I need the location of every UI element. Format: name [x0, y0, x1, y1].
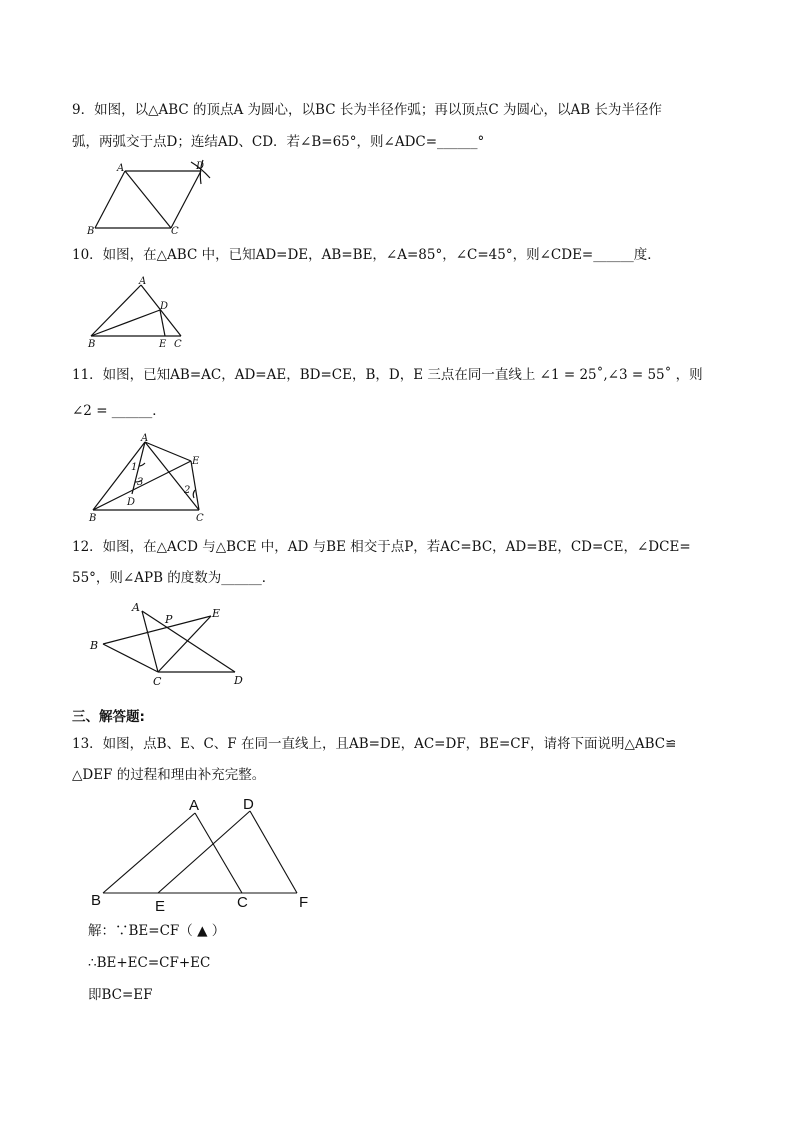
q13-figure	[85, 793, 325, 913]
q12-label-P: P	[165, 613, 173, 626]
q11-seg-AB	[93, 442, 145, 510]
q10-seg-BD	[91, 310, 160, 336]
q13-seg-AB	[103, 813, 195, 893]
q13-seg-DF	[250, 811, 297, 893]
q13-solution-line3: 即BC=EF	[88, 987, 153, 1003]
q13-solution-line2: ∴BE+EC=CF+EC	[88, 955, 211, 971]
q13-label-D: D	[243, 796, 254, 813]
q11-label-1: 1	[131, 462, 138, 473]
q12-label-B: B	[90, 639, 99, 652]
q9-text-line1: 9．如图，以△ABC 的顶点A 为圆心，以BC 长为半径作弧；再以顶点C 为圆心，以AB 长为半径作	[72, 102, 662, 118]
q13-label-A: A	[189, 797, 200, 814]
q13-solution-line1: 解：∵BE=CF（ ▲ ）	[88, 923, 226, 939]
q9-seg-CD	[171, 171, 201, 228]
q11-label-3: 3	[137, 477, 144, 488]
q13-label-F: F	[299, 894, 309, 911]
q11-text-line1: 11．如图，已知AB=AC，AD=AE，BD=CE，B，D，E 三点在同一直线上 ∠1 = 25˚,∠3 = 55˚ ，则	[72, 367, 703, 383]
q13-label-B: B	[91, 892, 102, 909]
q9-figure	[85, 158, 215, 238]
q10-label-E: E	[159, 339, 167, 350]
q11-text-line2: ∠2 = ______．	[72, 403, 166, 419]
q9-seg-AC	[125, 171, 171, 228]
q9-text-line2: 弧，两弧交于点D；连结AD、CD．若∠B=65°，则∠ADC=______°	[72, 134, 485, 150]
q10-label-C: C	[174, 339, 182, 350]
q12-figure	[85, 598, 255, 690]
q11-label-A: A	[141, 433, 149, 444]
q9-label-B: B	[87, 226, 95, 237]
q9-seg-AB	[95, 171, 125, 228]
q10-figure	[85, 276, 195, 351]
q12-label-D: D	[234, 674, 243, 687]
q9-label-C: C	[171, 226, 179, 237]
q12-seg-BC	[103, 644, 158, 672]
q11-label-E: E	[192, 456, 200, 467]
section-title-solutions: 三、解答题:	[72, 709, 145, 725]
q11-label-C: C	[196, 513, 204, 524]
q12-label-A: A	[132, 601, 140, 614]
q12-text-line2: 55°，则∠APB 的度数为______．	[72, 570, 276, 586]
q11-angle-2	[193, 490, 195, 498]
q10-label-D: D	[160, 301, 169, 312]
q11-label-B: B	[89, 513, 97, 524]
q13-text-line1: 13．如图，点B、E、C、F 在同一直线上，且AB=DE，AC=DF，BE=CF，请将下面说明△ABC≌	[72, 736, 677, 752]
q12-text-line1: 12．如图，在△ACD 与△BCE 中，AD 与BE 相交于点P，若AC=BC，AD=BE，CD=CE，∠DCE=	[72, 539, 691, 555]
q11-label-D: D	[127, 497, 136, 508]
q13-text-line2: △DEF 的过程和理由补充完整。	[72, 767, 266, 783]
q13-seg-DE	[158, 811, 250, 893]
q13-label-E: E	[155, 898, 166, 915]
q11-seg-EC	[191, 461, 199, 510]
q11-label-2: 2	[184, 485, 191, 496]
q9-label-A: A	[117, 163, 125, 174]
q11-seg-AC	[145, 442, 199, 510]
q12-label-E: E	[212, 607, 221, 620]
q9-label-D: D	[196, 161, 205, 172]
q10-seg-AB	[91, 285, 141, 336]
q10-label-A: A	[139, 276, 147, 287]
q10-label-B: B	[88, 339, 96, 350]
q12-label-C: C	[153, 675, 162, 688]
q11-figure	[85, 430, 215, 525]
q13-label-C: C	[237, 894, 248, 911]
q10-text-line1: 10．如图，在△ABC 中，已知AD=DE，AB=BE，∠A=85°，∠C=45°，则∠CDE=______度．	[72, 247, 661, 263]
